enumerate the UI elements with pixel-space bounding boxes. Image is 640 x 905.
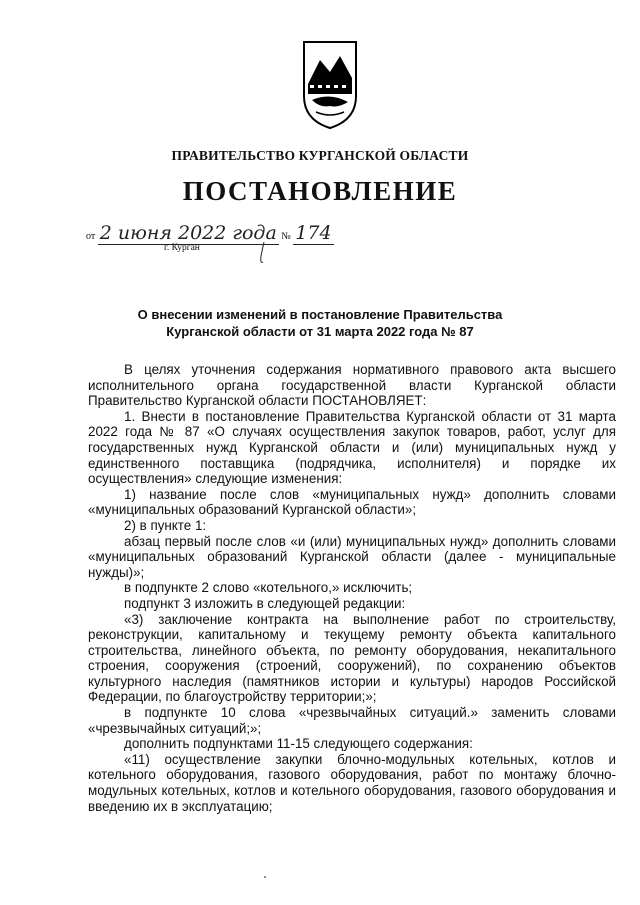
body-paragraph: 1) название после слов «муниципальных нужд» дополнить словами «муниципальных образований Курганской области»; <box>88 486 616 518</box>
handwritten-number: 174 <box>295 222 332 244</box>
document-body <box>88 362 616 814</box>
handwritten-date: 2 июня 2022 года <box>99 222 277 244</box>
from-label: от <box>86 231 96 242</box>
body-paragraph: «3) заключение контракта на выполнение работ по строительству, реконструкции, капитальному и текущему ремонту объекта капитального строительства, линейного объекта, по ремонту оборудования, некапитального строения, сооружения (строений, сооружений), по сохранению объектов культурного наследия (памятников истории и культуры) народов Российской Федерации, по благоустройству территории;»; <box>88 611 616 705</box>
body-paragraph: в подпункте 2 слово «котельного,» исключить; <box>124 580 413 596</box>
body-paragraph: В целях уточнения содержания нормативного правового акта высшего исполнительного органа государственной власти Курганской области Правительство Курганской области ПОСТАНОВЛЯЕТ: <box>88 362 616 409</box>
scan-speck <box>264 876 266 878</box>
document-title <box>0 306 640 340</box>
city-label: г. Курган <box>164 243 200 253</box>
handwritten-mark <box>258 242 266 266</box>
body-paragraph: 1. Внести в постановление Правительства Курганской области от 31 марта 2022 года № 87 «О случаях осуществления закупок товаров, работ, услуг для государственных нужд Курганской области и (или) муниципальных нужд у единственного поставщика (подрядчика, исполнителя) и порядке их осуществления» следующие изменения: <box>88 408 616 487</box>
body-paragraph: абзац первый после слов «и (или) муниципальных нужд» дополнить словами «муниципальных образований Курганской области (далее - муниципальные нужды)»; <box>88 533 616 580</box>
date-line <box>86 222 334 245</box>
title-line-1: О внесении изменений в постановление Правительства <box>137 307 503 322</box>
number-label: № <box>281 231 291 242</box>
organization-name: ПРАВИТЕЛЬСТВО КУРГАНСКОЙ ОБЛАСТИ <box>171 148 469 163</box>
body-paragraph: в подпункте 10 слова «чрезвычайных ситуаций.» заменить словами «чрезвычайных ситуаций;»; <box>88 705 616 736</box>
body-paragraph: «11) осуществление закупки блочно-модульных котельных, котлов и котельного оборудования, газового оборудования, работ по монтажу блочно-модульных котельных, котлов и котельного оборудования, газового оборудования и введению их в эксплуатацию; <box>88 751 616 814</box>
body-paragraph: подпункт 3 изложить в следующей редакции: <box>124 595 406 611</box>
title-line-2: Курганской области от 31 марта 2022 года № 87 <box>166 324 474 339</box>
body-paragraph: 2) в пункте 1: <box>124 517 207 533</box>
coat-of-arms-emblem <box>300 38 360 130</box>
body-paragraph: дополнить подпунктами 11-15 следующего содержания: <box>124 736 473 752</box>
document-type-heading: ПОСТАНОВЛЕНИЕ <box>182 176 458 206</box>
